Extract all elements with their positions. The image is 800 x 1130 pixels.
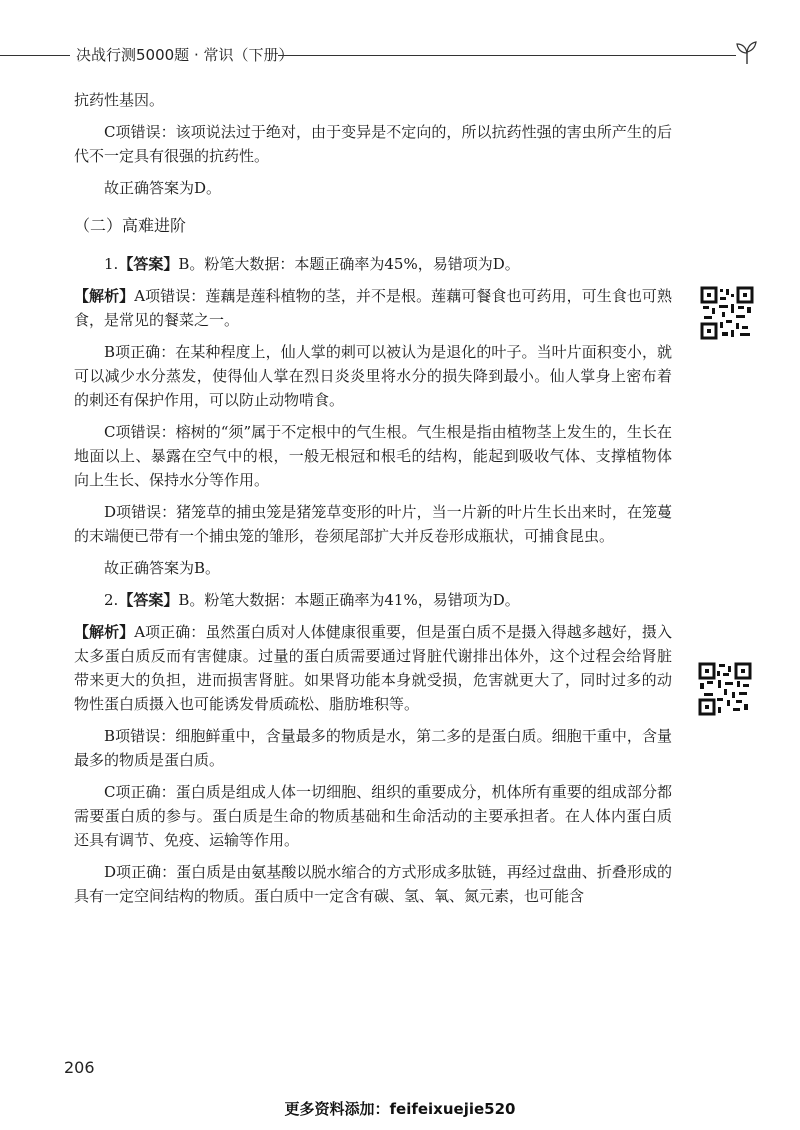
question-number: 1.: [104, 255, 119, 273]
paragraph: D项错误：猪笼草的捕虫笼是猪笼草变形的叶片，当一片新的叶片生长出来时，在笼蔓的末端便已带有一个捕虫笼的雏形，卷须尾部扩大并反卷形成瓶状，可捕食昆虫。: [74, 503, 672, 545]
analysis-tag: 【解析】: [74, 623, 135, 641]
running-header: [0, 40, 800, 70]
footer-note: 更多资料添加：feifeixuejie520: [284, 1100, 516, 1118]
paragraph: C项错误：该项说法过于绝对，由于变异是不定向的，所以抗药性强的害虫所产生的后代不一定具有很强的抗药性。: [74, 123, 672, 165]
answer-text: B。粉笔大数据：本题正确率为45%，易错项为D。: [178, 255, 520, 273]
analysis-text: A项错误：莲藕是莲科植物的茎，并不是根。莲藕可餐食也可药用，可生食也可熟食，是常见的餐菜之一。: [74, 287, 672, 329]
answer-text: B。粉笔大数据：本题正确率为41%，易错项为D。: [178, 591, 520, 609]
header-rule-right: [278, 55, 736, 56]
analysis-text: A项正确：虽然蛋白质对人体健康很重要，但是蛋白质不是摄入得越多越好，摄入太多蛋白质反而有害健康。过量的蛋白质需要通过肾脏代谢排出体外，这个过程会给肾脏带来更大的负担，进而损害肾脏。如果肾功能本身就受损，危害就更大了，同时过多的动物性蛋白质摄入也可能诱发骨质疏松、脂肪堆积等。: [74, 623, 672, 713]
paragraph: C项错误：榕树的“须”属于不定根中的气生根。气生根是指由植物茎上发生的，生长在地面以上、暴露在空气中的根，一般无根冠和根毛的结构，能起到吸收气体、支撑植物体向上生长、保持水分等作用。: [74, 423, 672, 489]
paragraph: 抗药性基因。: [74, 91, 165, 109]
answer-tag: 【答案】: [118, 255, 179, 273]
question-2-analysis: [74, 620, 672, 716]
question-2-answer: [74, 588, 672, 612]
page-body: [74, 88, 672, 916]
paragraph: 故正确答案为B。: [104, 559, 221, 577]
paragraph: B项正确：在某种程度上，仙人掌的刺可以被认为是退化的叶子。当叶片面积变小，就可以减少水分蒸发，使得仙人掌在烈日炎炎里将水分的损失降到最小。仙人掌身上密布着的刺还有保护作用，可以防止动物啃食。: [74, 343, 672, 409]
analysis-tag: 【解析】: [74, 287, 135, 305]
section-title: （二）高难进阶: [74, 216, 187, 235]
paragraph: B项错误：细胞鲜重中，含量最多的物质是水，第二多的是蛋白质。细胞干重中，含量最多的物质是蛋白质。: [74, 727, 672, 769]
qr-code-icon[interactable]: [698, 662, 752, 716]
paragraph: D项正确：蛋白质是由氨基酸以脱水缩合的方式形成多肽链，再经过盘曲、折叠形成的具有一定空间结构的物质。蛋白质中一定含有碳、氢、氧、氮元素，也可能含: [74, 863, 672, 905]
question-1-answer: [74, 252, 672, 276]
header-rule-left: [0, 55, 70, 56]
question-number: 2.: [104, 591, 119, 609]
paragraph: 故正确答案为D。: [104, 179, 222, 197]
page-number: 206: [64, 1058, 95, 1077]
question-1-analysis: [74, 284, 672, 332]
answer-tag: 【答案】: [118, 591, 179, 609]
qr-code-icon[interactable]: [700, 286, 754, 340]
book-title: 决战行测5000题 · 常识（下册）: [76, 46, 294, 64]
sprout-icon: [734, 40, 760, 66]
paragraph: C项正确：蛋白质是组成人体一切细胞、组织的重要成分，机体所有重要的组成部分都需要蛋白质的参与。蛋白质是生命的物质基础和生命活动的主要承担者。在人体内蛋白质还具有调节、免疫、运输等作用。: [74, 783, 672, 849]
